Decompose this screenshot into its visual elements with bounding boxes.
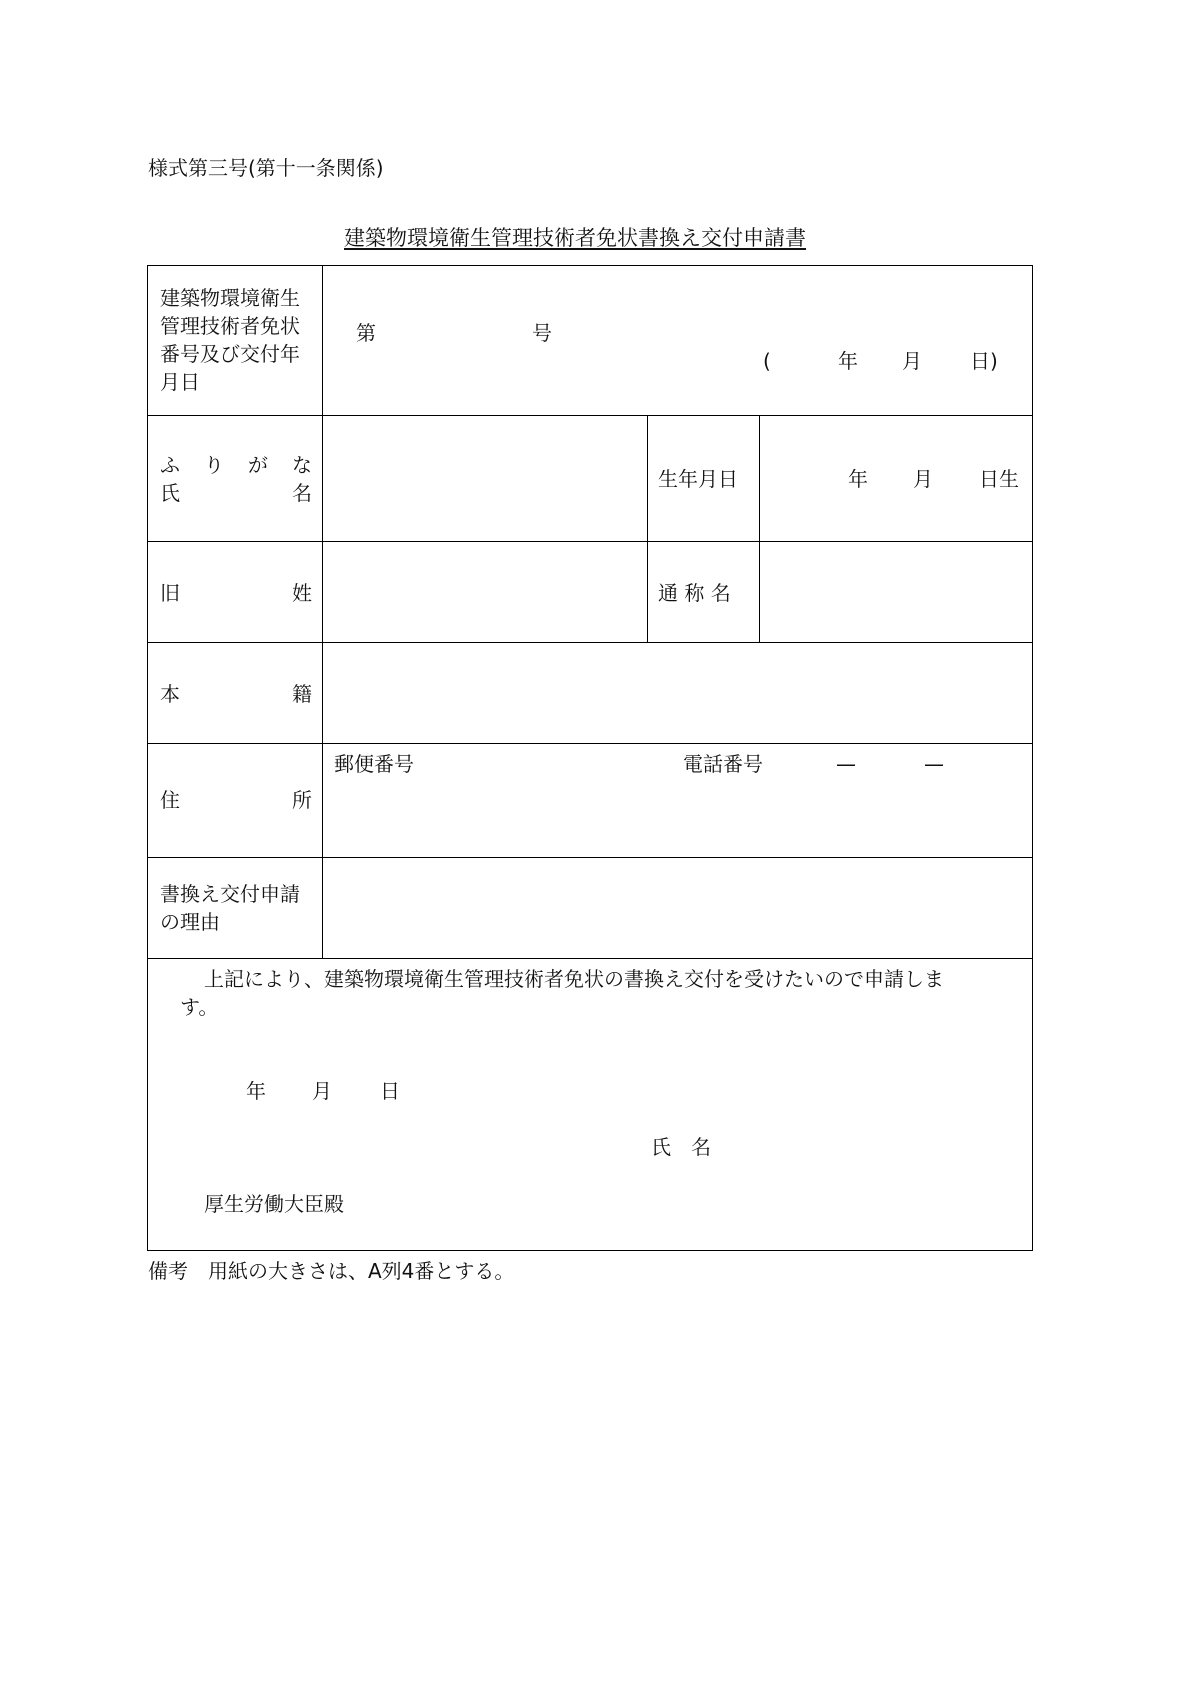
- issue-date-open-paren: (: [763, 349, 771, 373]
- furigana-label: ふ り が な: [160, 453, 312, 477]
- alias-name-label: 通 称 名: [658, 581, 731, 605]
- application-day: 日: [380, 1079, 400, 1103]
- postal-code-label: 郵便番号: [334, 752, 414, 776]
- table-border-left: [147, 265, 148, 1251]
- declaration-text-line1: 上記により、建築物環境衛生管理技術者免状の書換え交付を受けたいので申請しま: [204, 967, 944, 991]
- birth-date-label: 生年月日: [658, 467, 738, 491]
- row-divider: [147, 857, 1033, 858]
- reason-label: 書換え交付申請 の理由: [160, 882, 300, 934]
- table-border-right: [1032, 265, 1033, 1251]
- row-divider: [147, 541, 1033, 542]
- remarks-note: 備考 用紙の大きさは、A列4番とする。: [148, 1259, 515, 1283]
- document-title: 建築物環境衛生管理技術者免状書換え交付申請書: [344, 226, 806, 250]
- phone-dash: —: [836, 752, 856, 776]
- license-number-prefix: 第: [356, 321, 376, 345]
- row-divider: [147, 415, 1033, 416]
- application-month: 月: [312, 1079, 332, 1103]
- issue-date-month: 月: [902, 349, 922, 373]
- birth-year: 年: [848, 467, 868, 491]
- table-border-bottom: [147, 1250, 1033, 1251]
- row-divider: [147, 642, 1033, 643]
- form-number: 様式第三号(第十一条関係): [148, 156, 384, 180]
- address-label: 住 所: [160, 788, 312, 812]
- applicant-name-label: 氏 名: [651, 1135, 711, 1159]
- former-surname-label: 旧 姓: [160, 581, 312, 605]
- phone-number-label: 電話番号: [683, 752, 763, 776]
- issue-date-close-paren: ): [990, 349, 998, 373]
- birth-month: 月: [913, 467, 933, 491]
- row-divider: [147, 743, 1033, 744]
- license-label: 建築物環境衛生 管理技術者免状 番号及び交付年 月日: [160, 286, 300, 394]
- domicile-label: 本 籍: [160, 682, 312, 706]
- declaration-text-line2: す。: [180, 995, 219, 1019]
- license-number-suffix: 号: [532, 321, 552, 345]
- application-year: 年: [246, 1079, 266, 1103]
- row-divider: [147, 958, 1033, 959]
- issue-date-year: 年: [838, 349, 858, 373]
- phone-dash: —: [924, 752, 944, 776]
- addressee: 厚生労働大臣殿: [204, 1192, 344, 1216]
- issue-date-day: 日: [970, 349, 990, 373]
- birth-day: 日生: [979, 467, 1019, 491]
- table-border-top: [147, 265, 1033, 266]
- name-label: 氏 名: [160, 481, 312, 505]
- column-divider: [647, 415, 648, 643]
- label-column-divider: [322, 265, 323, 959]
- column-divider: [759, 415, 760, 643]
